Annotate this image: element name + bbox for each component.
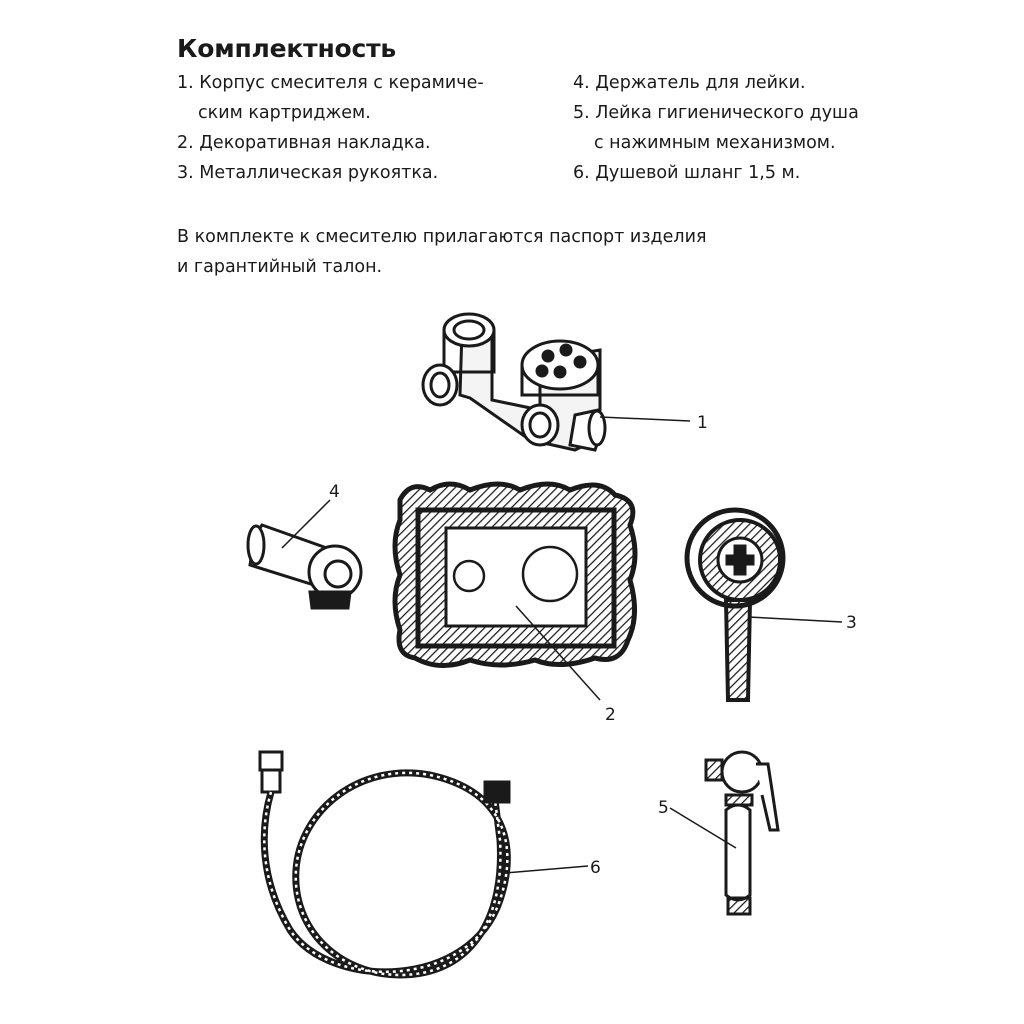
callout-2: 2 [605, 705, 616, 725]
package-note-line2: и гарантийный талон. [177, 257, 383, 277]
list-item-5-line2: с нажимным механизмом. [594, 133, 836, 153]
callout-line-6 [505, 866, 588, 873]
list-item-3-line1: 3. Металлическая рукоятка. [177, 163, 439, 183]
package-note-line1: В комплекте к смесителю прилагаются паспорт изделия [177, 227, 707, 247]
callout-4: 4 [329, 482, 340, 502]
mixer-body-illustration [423, 314, 605, 450]
decorative-plate-illustration [395, 484, 635, 666]
list-item-1-line2: ским картриджем. [198, 103, 371, 123]
list-item-6-line1: 6. Душевой шланг 1,5 м. [573, 163, 801, 183]
callout-1: 1 [697, 413, 708, 433]
list-item-4-line1: 4. Держатель для лейки. [573, 73, 806, 93]
callout-line-3 [748, 617, 842, 622]
list-item-1-line1: 1. Корпус смесителя с керамиче- [177, 73, 484, 93]
list-item-5-line1: 5. Лейка гигиенического душа [573, 103, 859, 123]
hygienic-shower-illustration [706, 752, 778, 914]
callout-5: 5 [658, 798, 669, 818]
shower-hose-illustration [260, 752, 509, 975]
callout-3: 3 [846, 613, 857, 633]
callout-6: 6 [590, 858, 601, 878]
page-title: Комплектность [177, 34, 397, 63]
callout-line-1 [600, 417, 690, 421]
metal-handle-illustration [687, 510, 783, 700]
list-item-2-line1: 2. Декоративная накладка. [177, 133, 431, 153]
hose-holder-illustration [248, 525, 361, 608]
